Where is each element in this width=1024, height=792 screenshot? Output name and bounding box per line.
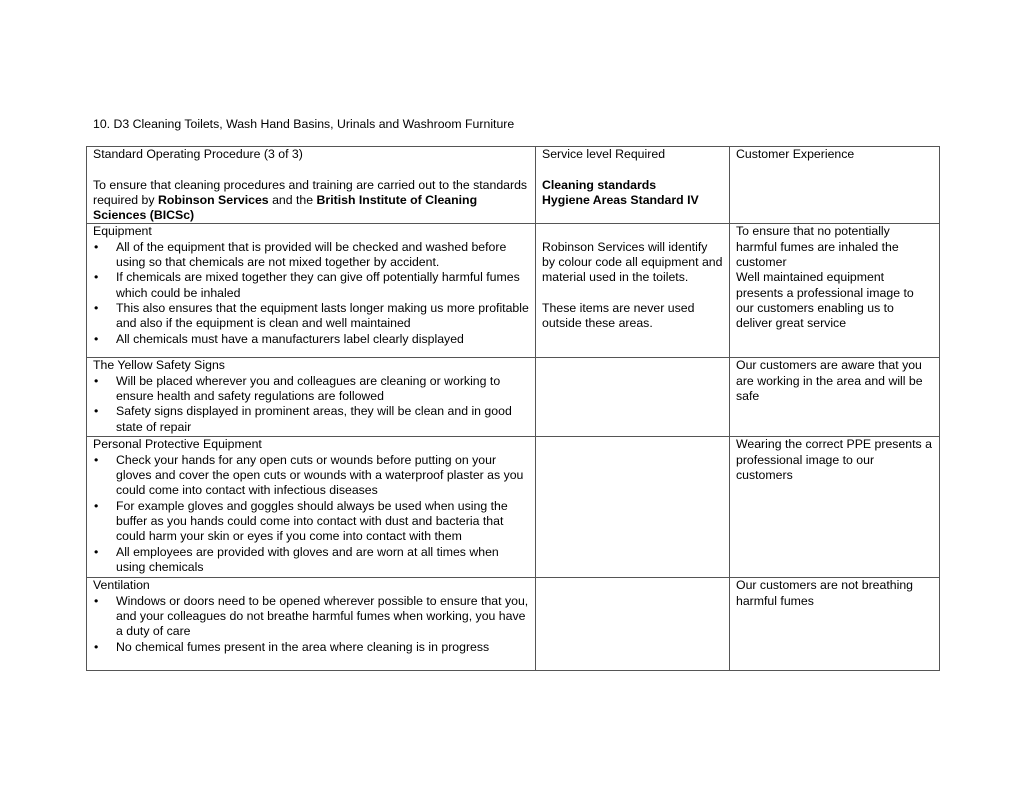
sop-table (86, 146, 940, 671)
document-title: 10. D3 Cleaning Toilets, Wash Hand Basins, Urinals and Washroom Furniture (93, 117, 515, 131)
service-level-cell (536, 224, 730, 358)
service-text: Robinson Services will identify by colour code all equipment and material used in the toilets. (542, 239, 723, 285)
procedure-cell (87, 358, 536, 437)
list-item: • Windows or doors need to be opened wherever possible to ensure that you, and your colleagues do not breathe harmful fumes when working, you have a duty of care (116, 594, 529, 640)
experience-text: Our customers are not breathing harmful fumes (736, 578, 914, 608)
bullet-list (93, 374, 529, 435)
bullet-list (93, 594, 529, 655)
row-heading: Equipment (93, 224, 152, 239)
customer-experience-cell (730, 358, 940, 437)
service-text: These items are never used outside these areas. (542, 300, 695, 331)
customer-experience-cell (730, 578, 940, 671)
procedure-intro (93, 178, 529, 224)
procedure-cell (87, 437, 536, 578)
service-level-cell (536, 437, 730, 578)
table-row-safety-signs (87, 358, 940, 437)
list-item: • For example gloves and goggles should always be used when using the buffer as you hands could come into contact with dust and bacteria that could harm your skin or eyes if you come into contact with them (116, 499, 529, 545)
row-heading: The Yellow Safety Signs (93, 358, 225, 373)
list-item: • No chemical fumes present in the area where cleaning is in progress (116, 640, 529, 655)
procedure-heading: Standard Operating Procedure (3 of 3) (93, 147, 303, 161)
list-item: • If chemicals are mixed together they can give off potentially harmful fumes which could be inhaled (116, 270, 529, 301)
experience-text: Well maintained equipment presents a professional image to our customers enabling us to deliver great service (736, 270, 914, 331)
customer-experience-cell (730, 437, 940, 578)
customer-experience-cell (730, 224, 940, 358)
customer-experience-heading: Customer Experience (736, 147, 855, 161)
table-row-ventilation (87, 578, 940, 671)
list-item: • This also ensures that the equipment lasts longer making us more profitable and also if the equipment is clean and well maintained (116, 301, 529, 332)
experience-text: Our customers are aware that you are working in the area and will be safe (736, 358, 923, 404)
table-row-equipment (87, 224, 940, 358)
list-item: • Safety signs displayed in prominent areas, they will be clean and in good state of repair (116, 404, 529, 435)
experience-text: To ensure that no potentially harmful fumes are inhaled the customer (736, 224, 899, 270)
procedure-cell (87, 147, 536, 224)
intro-bold-bicsc: British Institute of Cleaning Sciences (BICSc) (93, 192, 478, 223)
table-header-row (87, 147, 940, 224)
service-level-heading: Service level Required (542, 147, 666, 161)
bullet-list (93, 240, 529, 347)
customer-experience-cell (730, 147, 940, 224)
intro-text-b: and the (268, 192, 317, 207)
bullet-list (93, 453, 529, 575)
intro-bold-robinson: Robinson Services (157, 192, 269, 207)
list-item: • All employees are provided with gloves and are worn at all times when using chemicals (116, 545, 529, 576)
list-item: • Will be placed wherever you and colleagues are cleaning or working to ensure health and safety regulations are followed (116, 374, 529, 405)
list-item: • All chemicals must have a manufacturers label clearly displayed (116, 332, 529, 347)
procedure-cell (87, 224, 536, 358)
list-item: • Check your hands for any open cuts or wounds before putting on your gloves and cover the open cuts or wounds with a waterproof plaster as you could come into contact with infectious diseases (116, 453, 529, 499)
hygiene-standard-label: Hygiene Areas Standard IV (542, 192, 699, 207)
service-level-cell (536, 358, 730, 437)
row-heading: Personal Protective Equipment (93, 437, 262, 452)
experience-text: Wearing the correct PPE presents a professional image to our customers (736, 437, 932, 483)
cleaning-standards-label: Cleaning standards (542, 177, 657, 192)
service-level-cell (536, 147, 730, 224)
intro-text-a: To ensure that cleaning procedures and training are carried out to the standards required by (93, 177, 528, 207)
table-row-ppe (87, 437, 940, 578)
list-item: • All of the equipment that is provided will be checked and washed before using so that chemicals are not mixed together by accident. (116, 240, 529, 271)
service-level-cell (536, 578, 730, 671)
row-heading: Ventilation (93, 578, 150, 593)
procedure-cell (87, 578, 536, 671)
